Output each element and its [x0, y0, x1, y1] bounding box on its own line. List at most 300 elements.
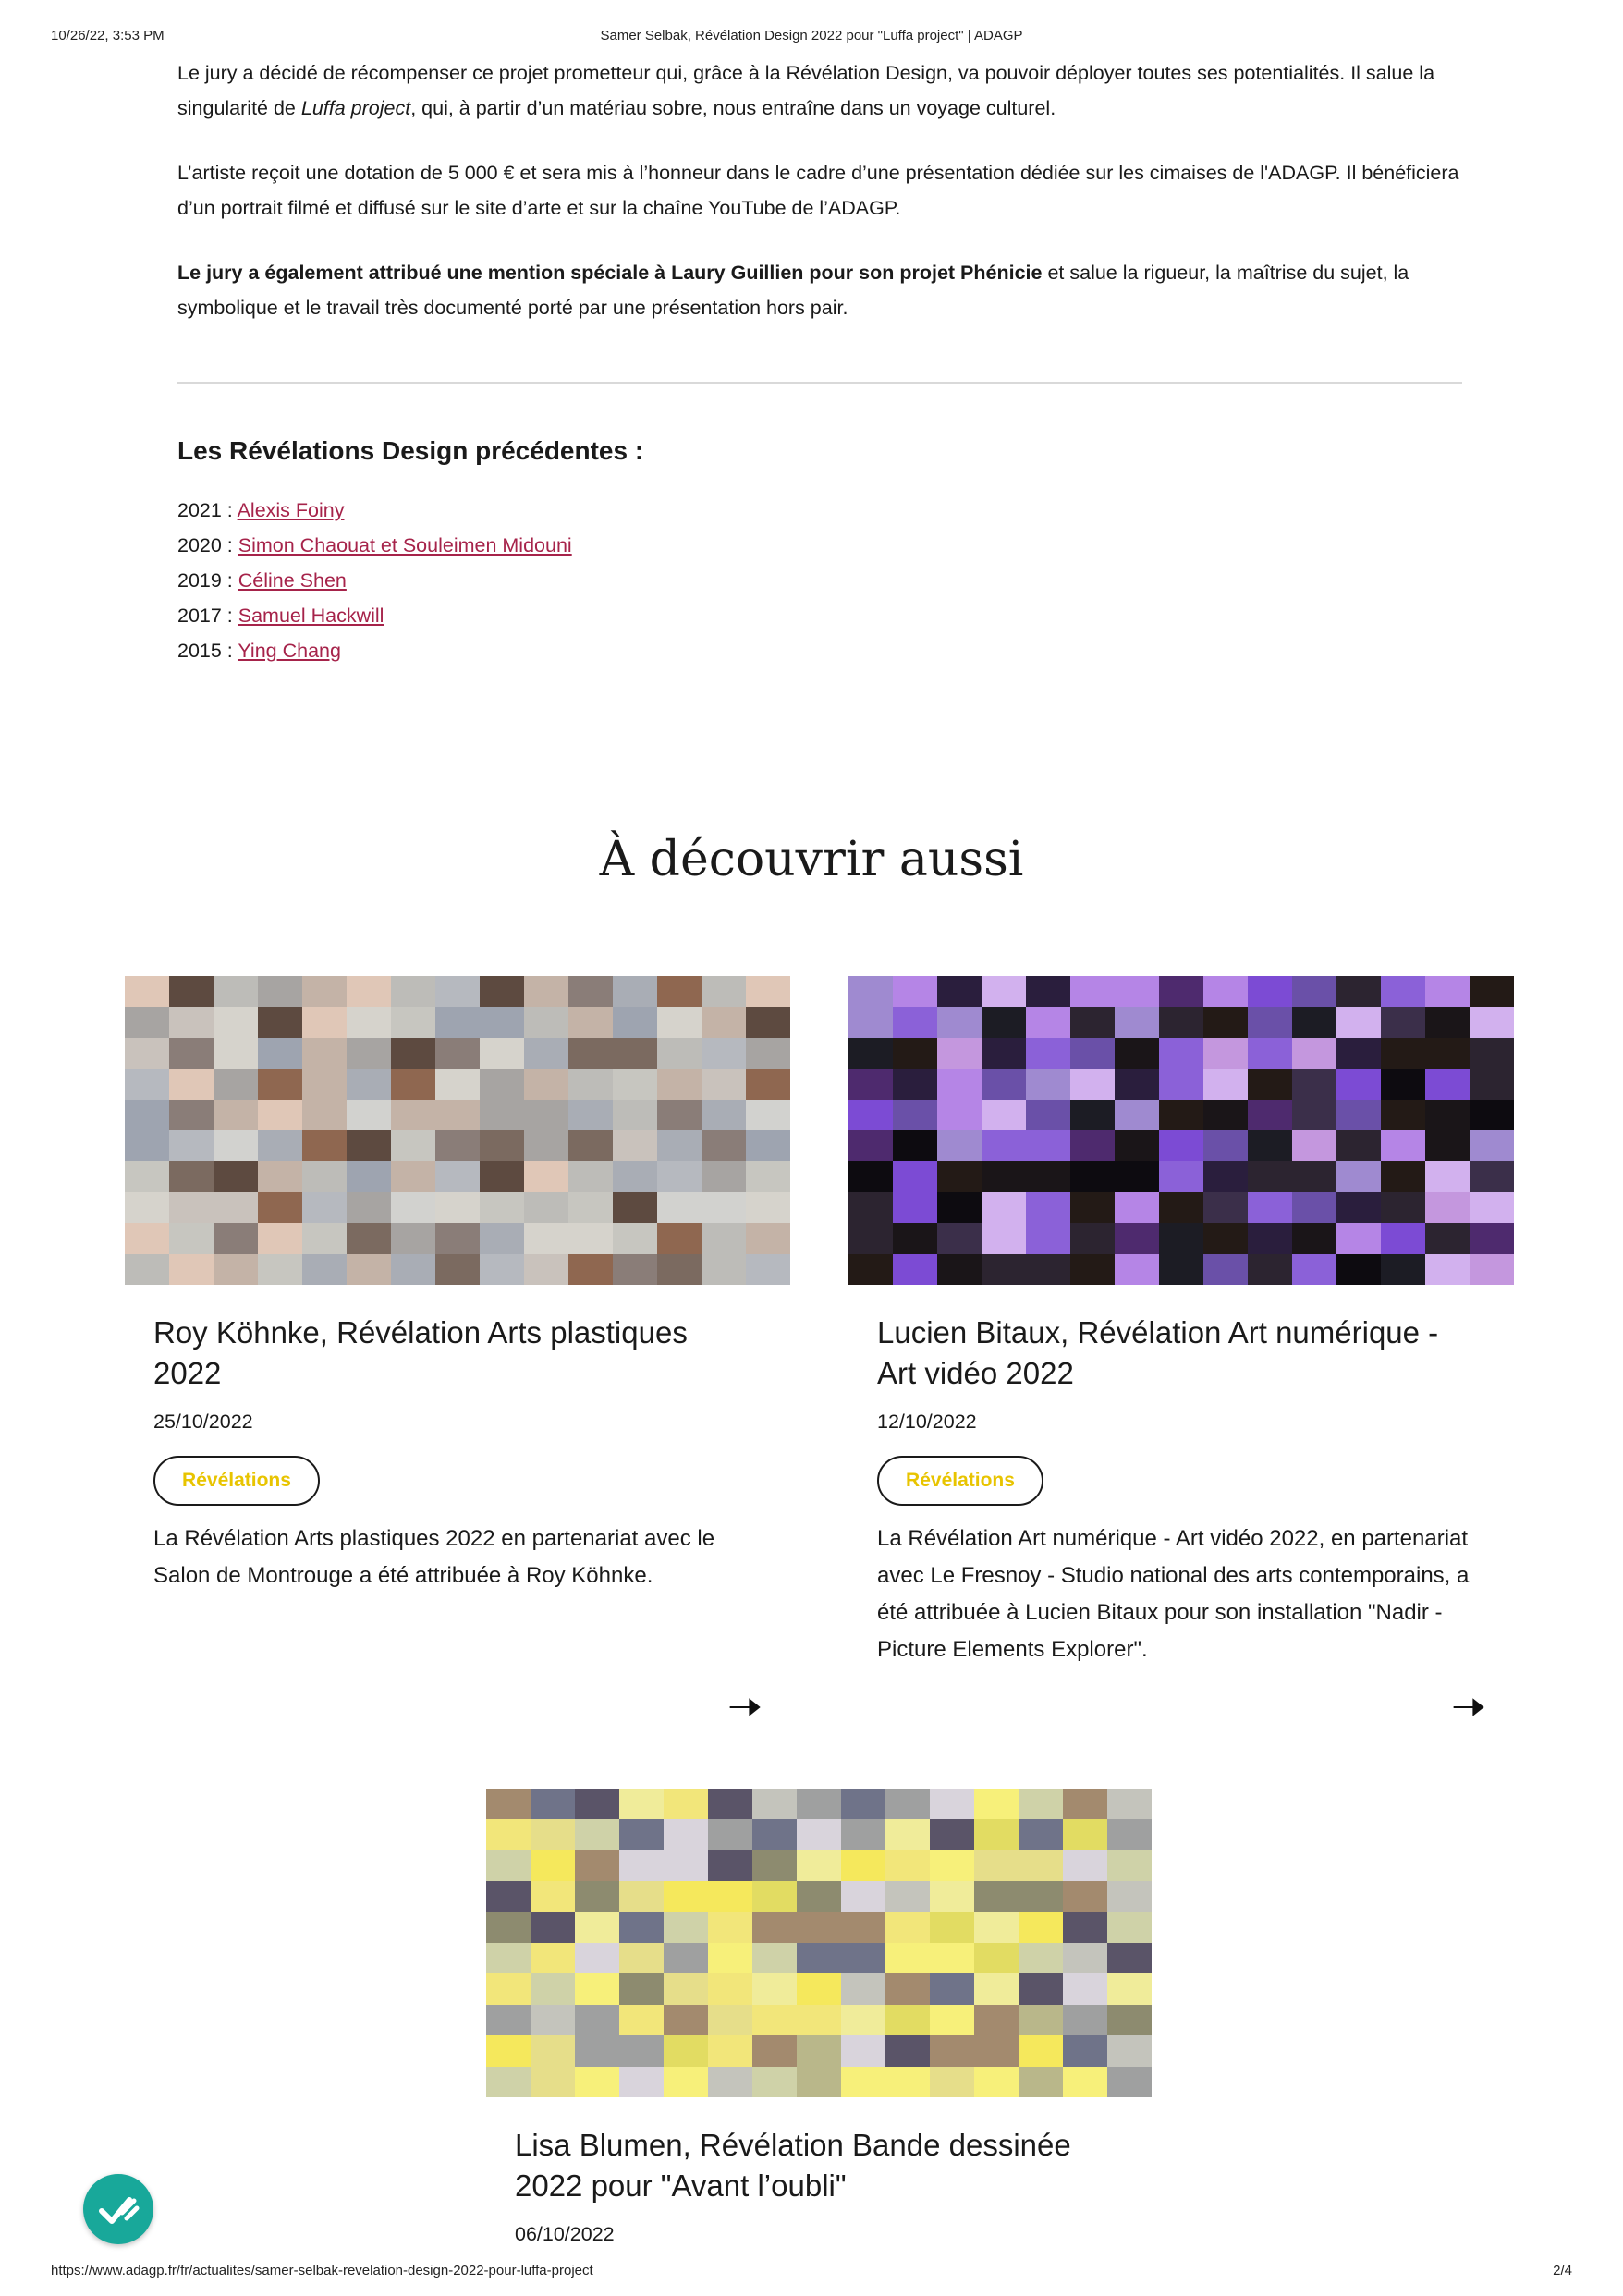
- image-tile: [575, 2035, 619, 2066]
- image-tile: [885, 2035, 930, 2066]
- image-tile: [435, 1038, 480, 1069]
- image-tile: [974, 1789, 1019, 1819]
- image-tile: [214, 1192, 258, 1223]
- image-tile: [1019, 1943, 1063, 1973]
- image-tile: [657, 1192, 702, 1223]
- image-tile: [575, 1819, 619, 1850]
- image-tile: [568, 1007, 613, 1037]
- image-tile: [708, 1912, 752, 1943]
- image-tile: [1425, 1130, 1470, 1161]
- image-tile: [1336, 1100, 1381, 1130]
- image-tile: [1019, 2067, 1063, 2097]
- image-tile: [435, 1100, 480, 1130]
- image-tile: [930, 1881, 974, 1911]
- article-paragraph-1: Le jury a décidé de récompenser ce projet prometteur qui, grâce à la Révélation Design, va pouvoir déployer toutes ses potentialités. Il salue la singularité de Luffa project, qui, à partir d’un matériau sobre, nous entraîne dans un voyage culturel.: [177, 62, 1435, 119]
- laureate-link[interactable]: Samuel Hackwill: [238, 605, 384, 627]
- image-tile: [937, 976, 982, 1007]
- image-tile: [1115, 1007, 1159, 1037]
- image-tile: [797, 2035, 841, 2066]
- image-tile: [746, 1223, 790, 1253]
- image-tile: [531, 1881, 575, 1911]
- image-tile: [486, 2005, 531, 2035]
- image-tile: [708, 1973, 752, 2004]
- image-tile: [531, 1850, 575, 1881]
- image-tile: [1292, 1254, 1336, 1285]
- card-image[interactable]: [848, 976, 1514, 1285]
- image-tile: [841, 1789, 885, 1819]
- card-title[interactable]: Roy Köhnke, Révélation Arts plastiques 2022: [153, 1315, 688, 1390]
- image-tile: [848, 1069, 893, 1099]
- image-tile: [797, 1789, 841, 1819]
- image-tile: [1470, 1100, 1514, 1130]
- image-tile: [1115, 976, 1159, 1007]
- image-tile: [937, 1254, 982, 1285]
- image-tile: [486, 1819, 531, 1850]
- card-date: 06/10/2022: [515, 2223, 615, 2245]
- image-tile: [568, 1130, 613, 1161]
- image-tile: [841, 1881, 885, 1911]
- image-tile: [708, 2067, 752, 2097]
- image-tile: [435, 1130, 480, 1161]
- image-tile: [848, 1192, 893, 1223]
- image-tile: [613, 1192, 657, 1223]
- print-url: https://www.adagp.fr/fr/actualites/samer-selbak-revelation-design-2022-pour-luffa-project: [51, 2263, 593, 2278]
- image-tile: [125, 1100, 169, 1130]
- image-tile: [1063, 1881, 1107, 1911]
- image-tile: [893, 1130, 937, 1161]
- image-tile: [848, 1254, 893, 1285]
- news-card[interactable]: [848, 976, 1514, 1734]
- image-tile: [1203, 1254, 1248, 1285]
- news-card[interactable]: [486, 1789, 1152, 2245]
- image-tile: [169, 1130, 214, 1161]
- image-tile: [885, 1789, 930, 1819]
- image-tile: [702, 1223, 746, 1253]
- image-tile: [657, 1007, 702, 1037]
- image-tile: [708, 1850, 752, 1881]
- image-tile: [1063, 1850, 1107, 1881]
- image-tile: [1115, 1100, 1159, 1130]
- image-tile: [486, 2067, 531, 2097]
- image-tile: [1203, 1130, 1248, 1161]
- image-tile: [930, 1973, 974, 2004]
- image-tile: [1336, 1223, 1381, 1253]
- image-tile: [613, 1223, 657, 1253]
- image-tile: [347, 1192, 391, 1223]
- image-tile: [708, 1943, 752, 1973]
- image-tile: [1159, 1254, 1203, 1285]
- image-tile: [1019, 1912, 1063, 1943]
- image-tile: [746, 1130, 790, 1161]
- image-tile: [1203, 1007, 1248, 1037]
- card-description: La Révélation Art numérique - Art vidéo 2022, en partenariat avec Le Fresnoy - Studio national des arts contemporains, a été attribuée à Lucien Bitaux pour son installation "Nadir - Picture Elements Explorer".: [877, 1526, 1470, 1662]
- image-tile: [885, 1943, 930, 1973]
- image-tile: [169, 1100, 214, 1130]
- image-tile: [613, 1069, 657, 1099]
- image-tile: [974, 2005, 1019, 2035]
- image-tile: [619, 2035, 664, 2066]
- image-tile: [391, 1130, 435, 1161]
- image-tile: [1107, 2005, 1152, 2035]
- image-tile: [930, 2005, 974, 2035]
- image-tile: [1470, 1038, 1514, 1069]
- image-tile: [664, 1973, 708, 2004]
- image-tile: [1470, 1069, 1514, 1099]
- image-tile: [619, 1850, 664, 1881]
- image-tile: [347, 1223, 391, 1253]
- image-tile: [619, 1881, 664, 1911]
- image-tile: [1425, 1069, 1470, 1099]
- image-tile: [524, 1007, 568, 1037]
- list-item: 2015 : Ying Chang: [177, 640, 341, 662]
- image-tile: [974, 1943, 1019, 1973]
- image-tile: [930, 1819, 974, 1850]
- image-tile: [746, 976, 790, 1007]
- image-tile: [169, 1161, 214, 1191]
- image-tile: [1425, 1007, 1470, 1037]
- image-tile: [1159, 1069, 1203, 1099]
- image-tile: [664, 2005, 708, 2035]
- image-tile: [347, 1038, 391, 1069]
- image-tile: [480, 1130, 524, 1161]
- image-tile: [1292, 1223, 1336, 1253]
- image-tile: [575, 2005, 619, 2035]
- image-tile: [1470, 1223, 1514, 1253]
- image-tile: [885, 1819, 930, 1850]
- image-tile: [1070, 1161, 1115, 1191]
- image-tile: [1292, 1038, 1336, 1069]
- image-tile: [214, 1161, 258, 1191]
- image-tile: [1292, 1161, 1336, 1191]
- image-tile: [752, 2005, 797, 2035]
- image-tile: [702, 1254, 746, 1285]
- image-tile: [486, 2035, 531, 2066]
- image-tile: [568, 1192, 613, 1223]
- image-tile: [125, 1161, 169, 1191]
- image-tile: [982, 1254, 1026, 1285]
- category-tag[interactable]: Révélations: [877, 1456, 1043, 1506]
- arrow-right-icon[interactable]: 🠢: [727, 1685, 763, 1730]
- image-tile: [930, 2035, 974, 2066]
- image-tile: [1336, 1130, 1381, 1161]
- image-tile: [1115, 1161, 1159, 1191]
- image-tile: [613, 1254, 657, 1285]
- image-tile: [841, 2005, 885, 2035]
- previous-revelations-list: [177, 493, 572, 668]
- image-tile: [1070, 976, 1115, 1007]
- image-tile: [302, 1223, 347, 1253]
- image-tile: [1381, 1254, 1425, 1285]
- image-tile: [1292, 1130, 1336, 1161]
- image-tile: [893, 1038, 937, 1069]
- image-tile: [435, 1161, 480, 1191]
- image-tile: [258, 1100, 302, 1130]
- image-tile: [1026, 1161, 1070, 1191]
- image-tile: [302, 976, 347, 1007]
- image-tile: [391, 1069, 435, 1099]
- image-tile: [746, 1069, 790, 1099]
- laureate-link[interactable]: Simon Chaouat et Souleimen Midouni: [238, 534, 572, 556]
- card-image[interactable]: [125, 976, 790, 1285]
- image-tile: [619, 1819, 664, 1850]
- image-tile: [841, 1819, 885, 1850]
- print-page-title: Samer Selbak, Révélation Design 2022 pour "Luffa project" | ADAGP: [600, 28, 1023, 43]
- image-tile: [531, 2005, 575, 2035]
- image-tile: [1248, 1254, 1292, 1285]
- image-tile: [974, 1850, 1019, 1881]
- image-tile: [1381, 1069, 1425, 1099]
- image-tile: [302, 1069, 347, 1099]
- image-tile: [125, 1254, 169, 1285]
- image-tile: [1381, 976, 1425, 1007]
- image-tile: [893, 1069, 937, 1099]
- image-tile: [982, 1007, 1026, 1037]
- image-tile: [1248, 1192, 1292, 1223]
- image-tile: [893, 1007, 937, 1037]
- article-body: [177, 55, 1462, 355]
- image-tile: [347, 1254, 391, 1285]
- image-tile: [1019, 1819, 1063, 1850]
- image-tile: [1336, 1161, 1381, 1191]
- image-tile: [702, 1100, 746, 1130]
- image-tile: [524, 1161, 568, 1191]
- image-tile: [435, 1254, 480, 1285]
- image-tile: [169, 1069, 214, 1099]
- image-tile: [1063, 1973, 1107, 2004]
- image-tile: [937, 1007, 982, 1037]
- image-tile: [974, 2067, 1019, 2097]
- image-tile: [613, 1130, 657, 1161]
- image-tile: [347, 1100, 391, 1130]
- image-tile: [1470, 1161, 1514, 1191]
- image-tile: [893, 1254, 937, 1285]
- image-tile: [531, 2035, 575, 2066]
- image-tile: [619, 2005, 664, 2035]
- image-tile: [1203, 1100, 1248, 1130]
- image-tile: [937, 1100, 982, 1130]
- image-tile: [619, 1912, 664, 1943]
- image-tile: [982, 1100, 1026, 1130]
- laureate-link[interactable]: Céline Shen: [238, 569, 347, 592]
- card-image[interactable]: [486, 1789, 1152, 2097]
- image-tile: [664, 1789, 708, 1819]
- image-tile: [702, 1192, 746, 1223]
- image-tile: [258, 1038, 302, 1069]
- image-tile: [1070, 1007, 1115, 1037]
- image-tile: [619, 1789, 664, 1819]
- image-tile: [841, 2067, 885, 2097]
- image-tile: [480, 1223, 524, 1253]
- image-tile: [893, 1161, 937, 1191]
- discover-section-title: À découvrir aussi: [599, 832, 1024, 887]
- image-tile: [1336, 1192, 1381, 1223]
- image-tile: [575, 1912, 619, 1943]
- image-tile: [524, 976, 568, 1007]
- print-page-number: 2/4: [1553, 2263, 1572, 2278]
- card-title[interactable]: Lucien Bitaux, Révélation Art numérique - Art vidéo 2022: [877, 1315, 1439, 1390]
- image-tile: [435, 976, 480, 1007]
- image-tile: [125, 1130, 169, 1161]
- image-tile: [125, 976, 169, 1007]
- image-tile: [752, 2035, 797, 2066]
- image-tile: [486, 1912, 531, 1943]
- image-tile: [797, 1912, 841, 1943]
- image-tile: [575, 1789, 619, 1819]
- image-tile: [657, 1100, 702, 1130]
- image-tile: [169, 1223, 214, 1253]
- image-tile: [1425, 976, 1470, 1007]
- image-tile: [664, 1912, 708, 1943]
- image-tile: [258, 1254, 302, 1285]
- category-tag[interactable]: Révélations: [153, 1456, 320, 1506]
- image-tile: [1470, 1130, 1514, 1161]
- image-tile: [568, 1038, 613, 1069]
- image-tile: [1159, 1192, 1203, 1223]
- image-tile: [1026, 1038, 1070, 1069]
- image-tile: [1381, 1223, 1425, 1253]
- image-tile: [1019, 1973, 1063, 2004]
- image-tile: [974, 1881, 1019, 1911]
- image-tile: [435, 1223, 480, 1253]
- image-tile: [531, 1912, 575, 1943]
- image-tile: [214, 1130, 258, 1161]
- image-tile: [1159, 1007, 1203, 1037]
- image-tile: [1248, 1007, 1292, 1037]
- image-tile: [746, 1161, 790, 1191]
- image-tile: [1159, 1100, 1203, 1130]
- image-tile: [1292, 1069, 1336, 1099]
- image-tile: [1107, 1850, 1152, 1881]
- image-tile: [619, 1943, 664, 1973]
- image-tile: [1026, 1192, 1070, 1223]
- image-tile: [613, 1100, 657, 1130]
- image-tile: [1248, 1130, 1292, 1161]
- laureate-link[interactable]: Alexis Foiny: [237, 499, 345, 521]
- image-tile: [169, 1007, 214, 1037]
- image-tile: [1070, 1254, 1115, 1285]
- image-tile: [1425, 1100, 1470, 1130]
- image-tile: [974, 1912, 1019, 1943]
- image-tile: [848, 1007, 893, 1037]
- image-tile: [746, 1192, 790, 1223]
- image-tile: [1425, 1223, 1470, 1253]
- image-tile: [575, 1943, 619, 1973]
- image-tile: [848, 976, 893, 1007]
- image-tile: [702, 1069, 746, 1099]
- image-tile: [752, 1881, 797, 1911]
- image-tile: [619, 1973, 664, 2004]
- image-tile: [752, 2067, 797, 2097]
- image-tile: [1115, 1130, 1159, 1161]
- image-tile: [214, 1007, 258, 1037]
- image-tile: [657, 1161, 702, 1191]
- image-tile: [708, 1819, 752, 1850]
- image-tile: [893, 1223, 937, 1253]
- image-tile: [752, 1819, 797, 1850]
- image-tile: [930, 1850, 974, 1881]
- image-tile: [1159, 1161, 1203, 1191]
- image-tile: [664, 2067, 708, 2097]
- image-tile: [752, 1912, 797, 1943]
- image-tile: [746, 1100, 790, 1130]
- image-tile: [258, 1069, 302, 1099]
- image-tile: [391, 1254, 435, 1285]
- image-tile: [702, 1130, 746, 1161]
- news-card[interactable]: [125, 976, 790, 1734]
- laureate-link[interactable]: Ying Chang: [238, 640, 341, 662]
- image-tile: [1336, 1254, 1381, 1285]
- image-tile: [568, 1069, 613, 1099]
- image-tile: [1470, 976, 1514, 1007]
- list-item: 2020 : Simon Chaouat et Souleimen Midouni: [177, 534, 572, 556]
- image-tile: [1107, 1912, 1152, 1943]
- image-tile: [214, 1223, 258, 1253]
- image-tile: [347, 1069, 391, 1099]
- image-tile: [1063, 2005, 1107, 2035]
- image-tile: [1381, 1192, 1425, 1223]
- image-tile: [258, 1007, 302, 1037]
- image-tile: [982, 1069, 1026, 1099]
- image-tile: [657, 976, 702, 1007]
- image-tile: [1063, 1943, 1107, 1973]
- image-tile: [708, 2035, 752, 2066]
- image-tile: [214, 1069, 258, 1099]
- image-tile: [1026, 1254, 1070, 1285]
- image-tile: [1425, 1192, 1470, 1223]
- image-tile: [613, 1007, 657, 1037]
- card-description: La Révélation Arts plastiques 2022 en partenariat avec le Salon de Montrouge a été attribuée à Roy Köhnke.: [153, 1526, 715, 1588]
- image-tile: [1248, 1100, 1292, 1130]
- image-tile: [982, 1192, 1026, 1223]
- image-tile: [974, 2035, 1019, 2066]
- image-tile: [848, 1161, 893, 1191]
- image-tile: [391, 1161, 435, 1191]
- chat-widget-button[interactable]: [83, 2174, 153, 2244]
- image-tile: [302, 1130, 347, 1161]
- image-tile: [1336, 1069, 1381, 1099]
- image-tile: [531, 1819, 575, 1850]
- image-tile: [708, 1881, 752, 1911]
- image-tile: [1107, 2067, 1152, 2097]
- image-tile: [797, 2067, 841, 2097]
- image-tile: [480, 976, 524, 1007]
- image-tile: [1026, 1069, 1070, 1099]
- image-tile: [1203, 1192, 1248, 1223]
- image-tile: [657, 1223, 702, 1253]
- article-paragraph-3: Le jury a également attribué une mention spéciale à Laury Guillien pour son projet Phénicie et salue la rigueur, la maîtrise du sujet, la symbolique et le travail très documenté porté par une présentation hors pair.: [177, 262, 1409, 319]
- image-tile: [524, 1069, 568, 1099]
- image-tile: [1425, 1254, 1470, 1285]
- image-tile: [302, 1192, 347, 1223]
- image-tile: [1019, 1881, 1063, 1911]
- image-tile: [1063, 2035, 1107, 2066]
- image-tile: [391, 1223, 435, 1253]
- image-tile: [1063, 2067, 1107, 2097]
- image-tile: [797, 1819, 841, 1850]
- image-tile: [893, 1100, 937, 1130]
- print-datetime: 10/26/22, 3:53 PM: [51, 28, 165, 43]
- image-tile: [125, 1038, 169, 1069]
- image-tile: [982, 1161, 1026, 1191]
- arrow-right-icon[interactable]: 🠢: [1451, 1685, 1486, 1730]
- image-tile: [657, 1254, 702, 1285]
- image-tile: [982, 1038, 1026, 1069]
- image-tile: [664, 1943, 708, 1973]
- image-tile: [258, 1130, 302, 1161]
- image-tile: [1026, 1223, 1070, 1253]
- card-title[interactable]: Lisa Blumen, Révélation Bande dessinée 2022 pour "Avant l’oubli": [515, 2128, 1071, 2203]
- image-tile: [531, 2067, 575, 2097]
